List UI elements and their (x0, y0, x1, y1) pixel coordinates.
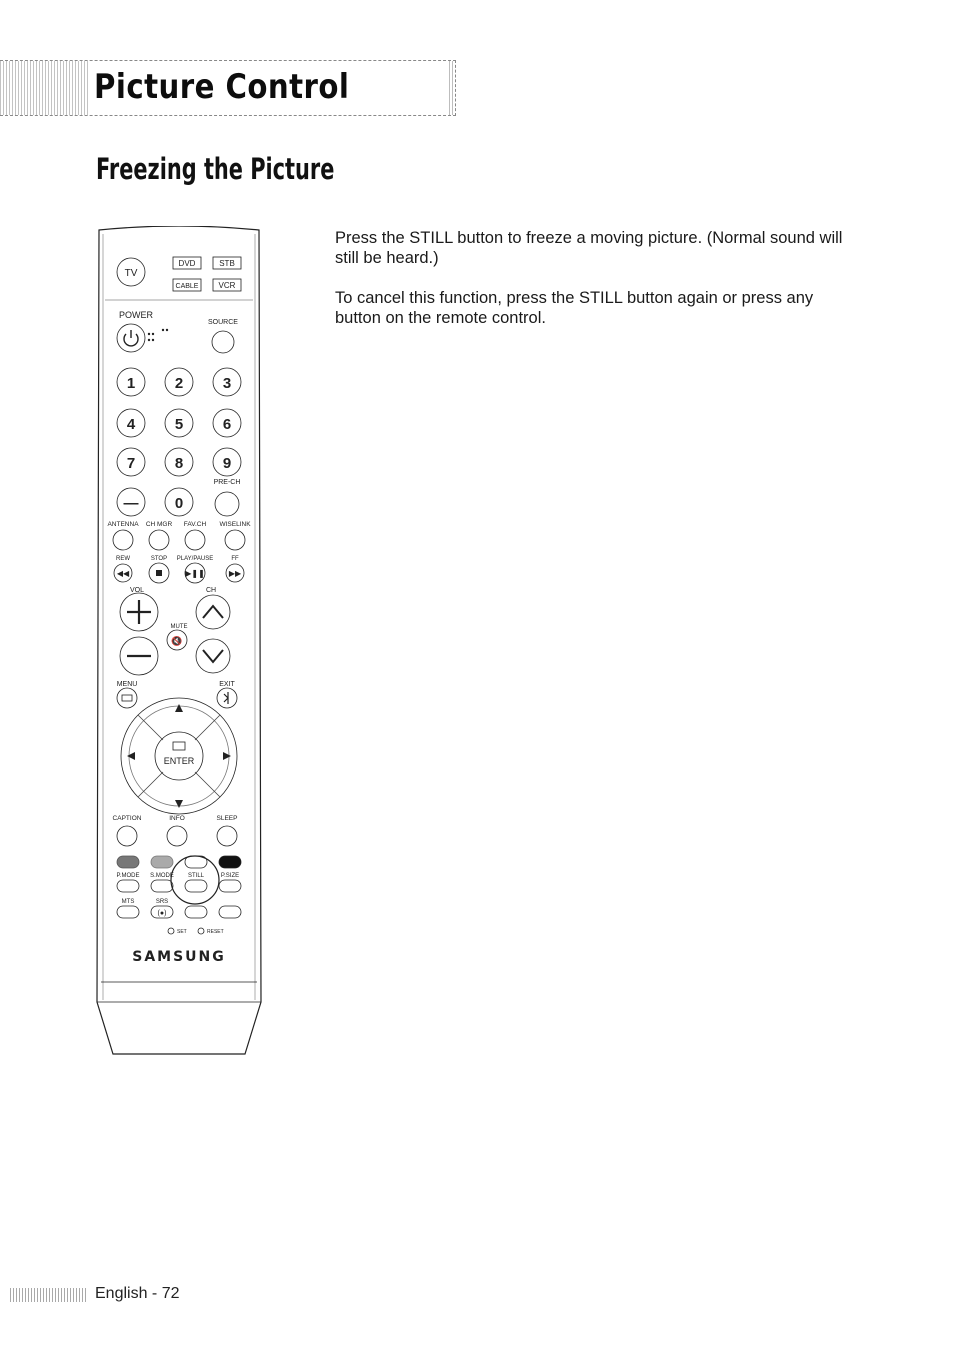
mute-label: MUTE (170, 624, 188, 630)
red-key (117, 856, 139, 868)
left-arrow-icon (127, 752, 135, 760)
sleep-button (217, 826, 237, 846)
source-label: SOURCE (208, 319, 238, 326)
svg-text:9: 9 (222, 455, 232, 472)
ch-mgr-button (149, 530, 169, 550)
svg-text:DVD: DVD (178, 259, 196, 268)
svg-text:4: 4 (126, 416, 136, 433)
plus-icon (127, 600, 151, 624)
svg-text:STOP: STOP (150, 556, 168, 562)
svg-text:1: 1 (126, 375, 136, 392)
instruction-paragraph: To cancel this function, press the STILL button again or press any button on the remote control. (335, 289, 814, 327)
mts-button (117, 906, 139, 918)
footer-pattern (10, 1288, 88, 1302)
source-button (212, 331, 234, 353)
svg-text:5: 5 (174, 416, 184, 433)
ch-down-button (196, 639, 230, 673)
up-arrow-icon (175, 704, 183, 712)
wiselink-button (225, 530, 245, 550)
extra-button (219, 906, 241, 918)
section-title: Freezing the Picture (96, 152, 335, 186)
svg-text:RESET: RESET (207, 929, 224, 935)
power-icon (124, 330, 138, 346)
menu-label: MENU (116, 681, 138, 688)
svg-text:MTS: MTS (121, 899, 135, 905)
p-size-button (219, 880, 241, 892)
ch-up-button (196, 595, 230, 629)
svg-text:CH MGR: CH MGR (145, 521, 173, 528)
svg-text:INFO: INFO (169, 815, 185, 822)
svg-text:CAPTION: CAPTION (112, 815, 142, 822)
header-band (0, 60, 456, 116)
svg-text:VCR: VCR (218, 281, 236, 290)
enter-icon (173, 742, 185, 750)
prech-label: PRE-CH (213, 479, 241, 486)
svg-text:P.SIZE: P.SIZE (220, 873, 240, 879)
svg-text:SLEEP: SLEEP (216, 815, 238, 822)
svg-text:0: 0 (174, 495, 184, 512)
svg-text:REW: REW (116, 556, 130, 562)
srs-icon: (●) (157, 910, 167, 917)
set-button (168, 928, 174, 934)
ff-icon: ▶▶ (228, 569, 242, 578)
svg-text:FF: FF (231, 556, 239, 562)
indicator-dots (148, 329, 168, 341)
page-title: Picture Control (94, 67, 350, 107)
power-label: POWER (119, 310, 154, 320)
svg-text:STILL: STILL (187, 873, 205, 879)
extra-button (185, 906, 207, 918)
enter-label: ENTER (163, 756, 195, 766)
antenna-button (113, 530, 133, 550)
svg-text:STB: STB (219, 259, 235, 268)
ch-label: CH (205, 587, 217, 594)
vol-label: VOL (129, 587, 145, 594)
instructions (335, 228, 855, 348)
header-pattern (0, 61, 88, 115)
page-number: English - 72 (95, 1285, 180, 1302)
svg-text:FAV.CH: FAV.CH (183, 521, 207, 528)
svg-text:CABLE: CABLE (175, 283, 199, 290)
tv-label: TV (124, 268, 138, 279)
svg-text:7: 7 (126, 455, 136, 472)
still-button (185, 880, 207, 892)
info-button (167, 826, 187, 846)
instruction-paragraph: Press the STILL button to freeze a moving picture. (Normal sound will still be heard.) (335, 229, 843, 267)
down-arrow-icon (175, 800, 183, 808)
caption-button (117, 826, 137, 846)
blue-key (219, 856, 241, 868)
fav-ch-button (185, 530, 205, 550)
s-mode-button (151, 880, 173, 892)
exit-icon (224, 692, 228, 704)
exit-label: EXIT (219, 681, 235, 688)
play-pause-icon: ▶❚❚ (185, 569, 205, 578)
svg-text:2: 2 (174, 375, 184, 392)
svg-text:SET: SET (177, 929, 187, 935)
exit-button (217, 688, 237, 708)
samsung-logo: SAMSUNG (132, 949, 226, 965)
rew-icon: ◀◀ (116, 569, 130, 578)
menu-button (117, 688, 137, 708)
svg-text:6: 6 (222, 416, 232, 433)
chevron-up-icon (203, 606, 223, 618)
header-pattern-right (449, 61, 455, 115)
svg-text:PLAY/PAUSE: PLAY/PAUSE (176, 556, 214, 562)
svg-text:8: 8 (174, 455, 184, 472)
reset-button (198, 928, 204, 934)
prech-button (215, 492, 239, 516)
remote-control-illustration (93, 226, 265, 1056)
svg-text:ANTENNA: ANTENNA (107, 521, 139, 528)
svg-text:S.MODE: S.MODE (150, 873, 174, 879)
svg-text:P.MODE: P.MODE (116, 873, 140, 879)
right-arrow-icon (223, 752, 231, 760)
mute-icon: 🔇 (171, 636, 183, 646)
number-pad (117, 368, 241, 516)
svg-text:SRS: SRS (155, 899, 169, 905)
stop-icon (156, 570, 162, 576)
svg-text:WISELINK: WISELINK (219, 521, 251, 528)
chevron-down-icon (203, 650, 223, 662)
p-mode-button (117, 880, 139, 892)
svg-text:—: — (123, 495, 139, 512)
green-key (151, 856, 173, 868)
menu-icon (122, 695, 132, 701)
svg-text:3: 3 (222, 375, 232, 392)
